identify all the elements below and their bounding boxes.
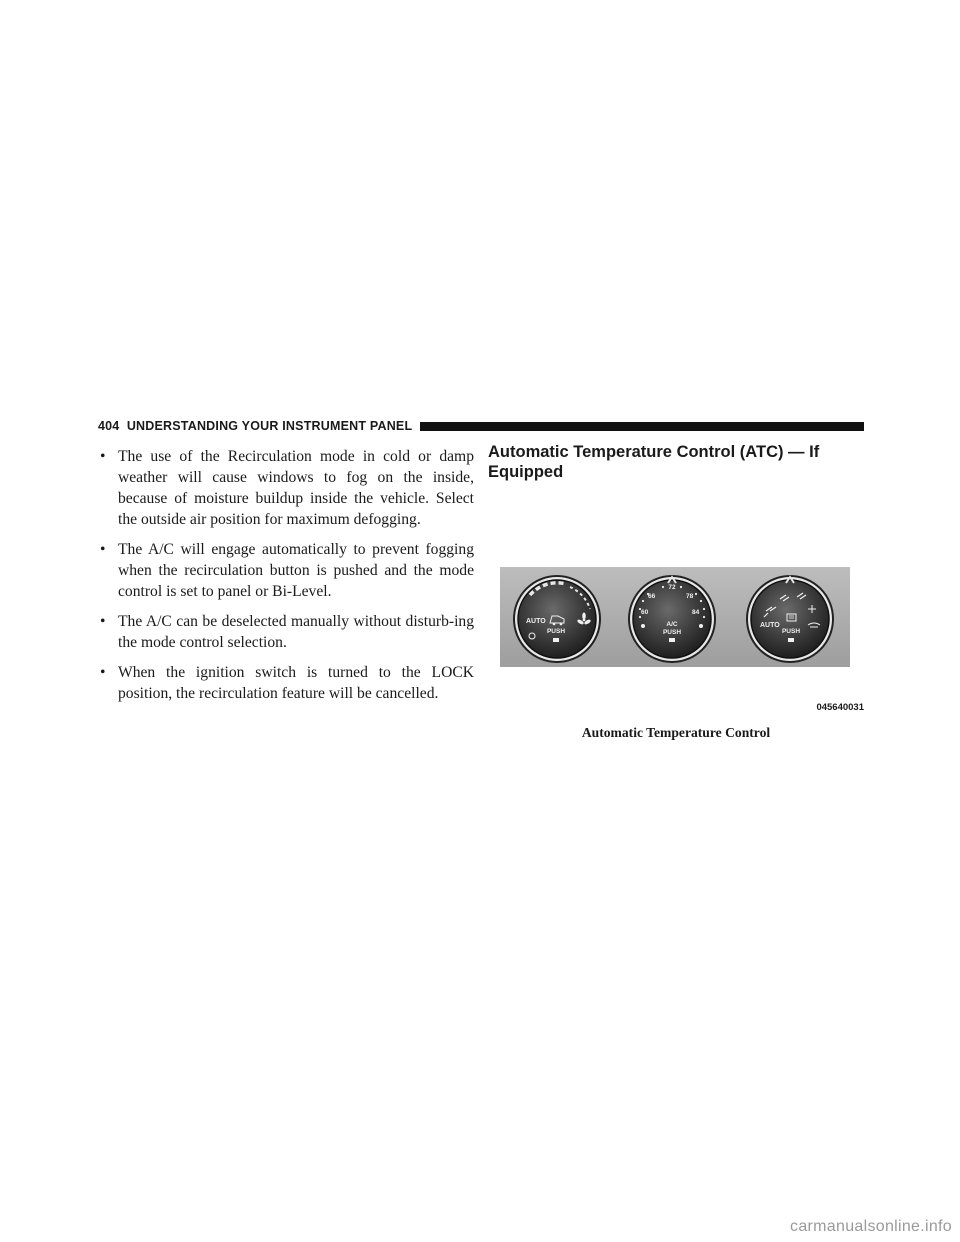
list-item [98, 446, 474, 530]
temperature-knob [629, 576, 715, 662]
fan-knob [514, 576, 600, 662]
temp-mark: 72 [668, 584, 676, 591]
section-title: Automatic Temperature Control (ATC) — If Equipped [488, 443, 820, 481]
push-label: PUSH [662, 629, 682, 636]
bullet-text: The use of the Recirculation mode in cold or damp weather will cause windows to fog on the inside, because of moisture buildup inside the vehicle. Select the outside air position for maximum defogging. [118, 448, 474, 528]
push-label: PUSH [781, 628, 801, 635]
bullet-mark: • [100, 664, 106, 681]
indicator-light [669, 638, 675, 642]
page-header [98, 418, 864, 434]
indicator-light [553, 638, 559, 642]
auto-label: AUTO [526, 618, 546, 625]
header-rule [420, 422, 864, 431]
temp-mark: 60 [641, 609, 649, 616]
list-item [98, 662, 474, 704]
bullet-mark: • [100, 448, 106, 465]
bullet-text: The A/C will engage automatically to prevent fogging when the recirculation button is pushed and the mode control is set to panel or Bi-Level. [118, 541, 474, 600]
header-text [98, 419, 420, 433]
temp-mark: 78 [686, 593, 694, 600]
list-item [98, 539, 474, 602]
footer-watermark: carmanualsonline.info [790, 1218, 952, 1235]
bullet-mark: • [100, 613, 106, 630]
bullet-mark: • [100, 541, 106, 558]
bullet-text: When the ignition switch is turned to the LOCK position, the recirculation feature will be cancelled. [118, 664, 474, 702]
auto-label: AUTO [760, 622, 780, 629]
figure-code: 045640031 [816, 702, 864, 713]
figure-caption: Automatic Temperature Control [581, 725, 771, 740]
indicator-light [788, 638, 794, 642]
temp-mark: 66 [648, 593, 656, 600]
section-name: UNDERSTANDING YOUR INSTRUMENT PANEL [126, 419, 413, 433]
bullet-text: The A/C can be deselected manually without disturb-ing the mode control selection. [118, 613, 474, 651]
atc-control-figure [500, 567, 850, 667]
page-number: 404 [98, 419, 120, 433]
list-item [98, 611, 474, 653]
atc-panel-illustration [500, 567, 850, 667]
push-label: PUSH [546, 628, 566, 635]
mode-knob [747, 576, 833, 662]
temp-mark: 84 [692, 609, 700, 616]
ac-label: A/C [666, 621, 678, 628]
bullet-list [98, 446, 474, 713]
